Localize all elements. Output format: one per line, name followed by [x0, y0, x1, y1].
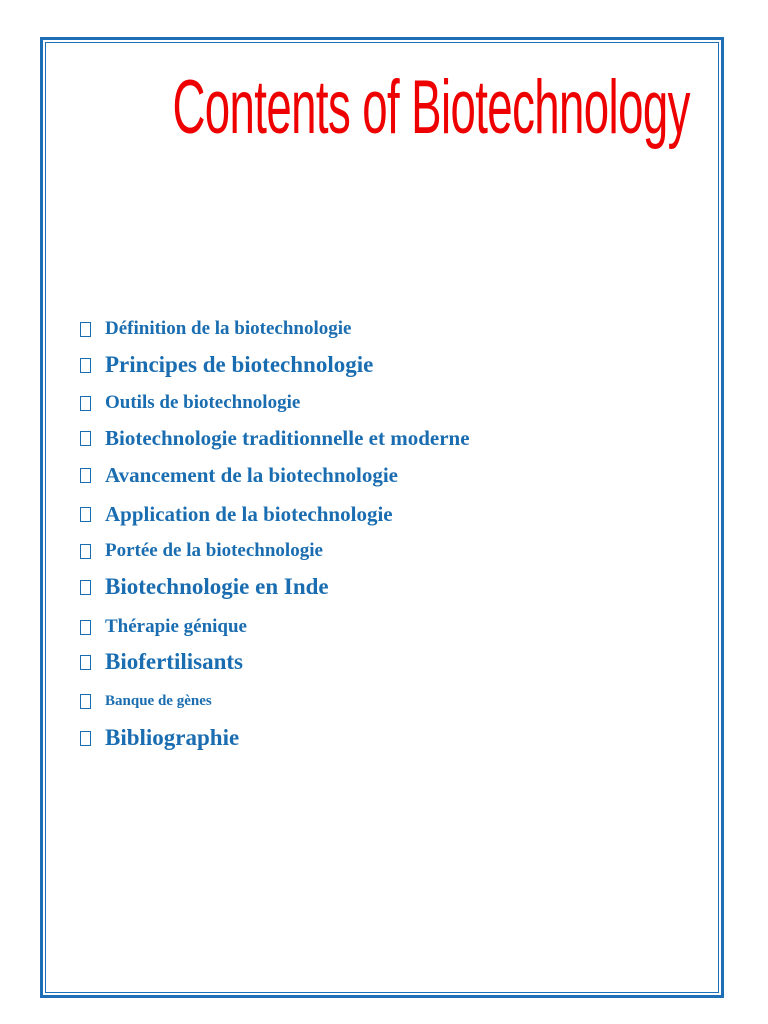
page-title-text: Contents of Biotechnology: [172, 65, 690, 150]
checkbox-square-icon: [80, 731, 91, 746]
checkbox-square-icon: [80, 396, 91, 411]
list-item-label: Principes de biotechnologie: [105, 352, 374, 377]
checkbox-square-icon: [80, 580, 91, 595]
list-item-label: Thérapie génique: [105, 616, 247, 637]
checkbox-square-icon: [80, 507, 91, 522]
list-item: [80, 318, 351, 340]
list-item-label: Biofertilisants: [105, 649, 243, 674]
list-item: [80, 392, 300, 414]
checkbox-square-icon: [80, 655, 91, 670]
checkbox-square-icon: [80, 620, 91, 635]
list-item: [80, 725, 239, 751]
list-item-label: Définition de la biotechnologie: [105, 318, 352, 339]
checkbox-square-icon: [80, 544, 91, 559]
list-item-label: Bibliographie: [105, 725, 240, 750]
list-item: [80, 352, 373, 378]
list-item: [80, 574, 329, 600]
list-item-label: Application de la biotechnologie: [105, 502, 393, 526]
checkbox-square-icon: [80, 358, 91, 373]
page-title: [0, 65, 768, 150]
list-item-label: Avancement de la biotechnologie: [105, 463, 398, 487]
checkbox-square-icon: [80, 694, 91, 709]
list-item: [80, 540, 323, 562]
list-item-label: Banque de gènes: [105, 693, 212, 709]
list-item: [80, 693, 212, 710]
list-item-label: Biotechnologie traditionnelle et moderne: [105, 426, 470, 450]
list-item: [80, 463, 398, 488]
list-item: [80, 502, 393, 527]
checkbox-square-icon: [80, 468, 91, 483]
checkbox-square-icon: [80, 431, 91, 446]
list-item: [80, 426, 470, 451]
checkbox-square-icon: [80, 322, 91, 337]
list-item-label: Biotechnologie en Inde: [105, 574, 329, 599]
list-item-label: Outils de biotechnologie: [105, 392, 301, 413]
list-item-label: Portée de la biotechnologie: [105, 540, 323, 561]
list-item: [80, 616, 247, 638]
list-item: [80, 649, 243, 675]
